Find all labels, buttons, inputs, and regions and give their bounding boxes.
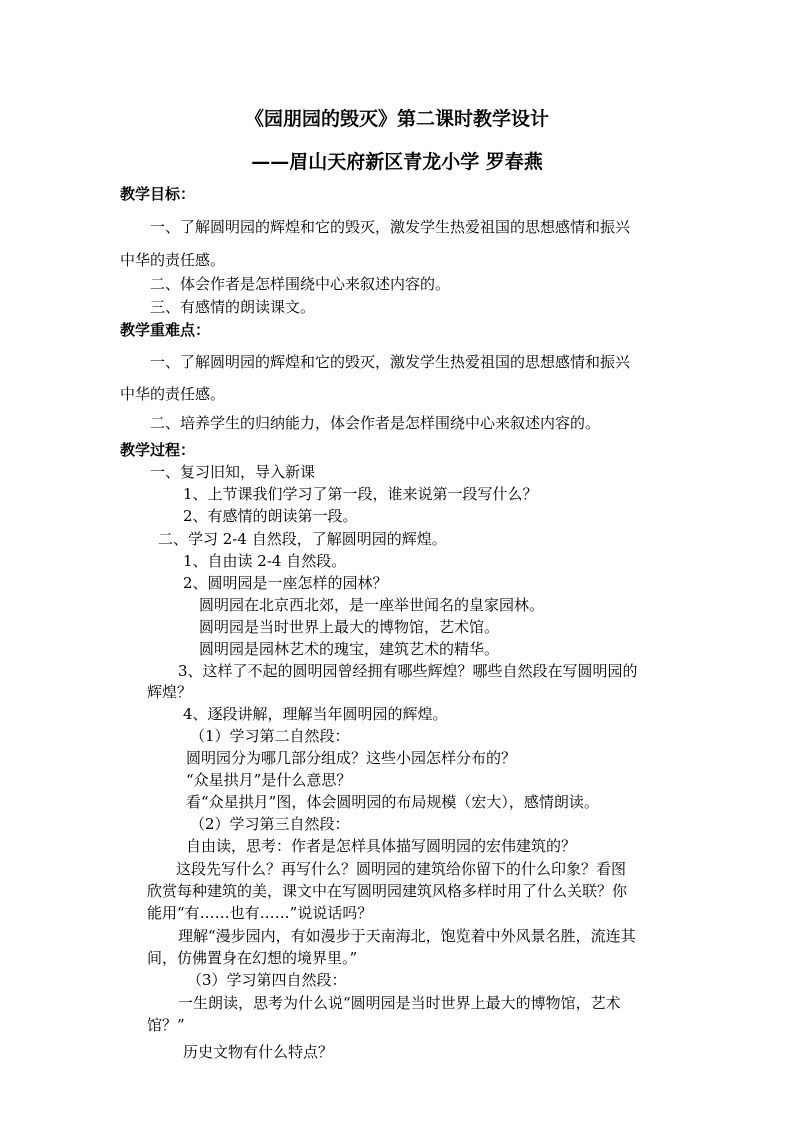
document-subtitle: ——眉山天府新区青龙小学 罗春燕 bbox=[251, 151, 543, 173]
document-title: 《园朋园的毁灭》第二课时教学设计 bbox=[244, 108, 549, 130]
text-line: 一生朗读，思考为什么说“圆明园是当时世界上最大的博物馆，艺术 bbox=[178, 994, 621, 1012]
section-heading-process: 教学过程： bbox=[120, 441, 196, 459]
text-line: 历史文物有什么特点？ bbox=[183, 1043, 334, 1061]
text-line: 一、复习旧知，导入新课 bbox=[150, 463, 316, 481]
text-line: 中华的责任感。 bbox=[120, 251, 226, 269]
text-line: 二、体会作者是怎样围绕中心来叙述内容的。 bbox=[150, 275, 451, 293]
text-line: 2、圆明园是一座怎样的园林？ bbox=[183, 574, 388, 592]
text-line: “众星拱月”是什么意思？ bbox=[186, 771, 352, 789]
text-line: 中华的责任感。 bbox=[120, 385, 226, 403]
text-line: （2）学习第三自然段： bbox=[190, 815, 350, 833]
text-line: 1、上节课我们学习了第一段，谁来说第一段写什么？ bbox=[183, 485, 538, 503]
text-line: （3）学习第四自然段： bbox=[187, 971, 347, 989]
text-line: 二、学习 2-4 自然段，了解圆明园的辉煌。 bbox=[158, 530, 447, 548]
text-line: 2、有感情的朗读第一段。 bbox=[183, 507, 358, 525]
text-line: 这段先写什么？再写什么？圆明园的建筑给你留下的什么印象？看图 bbox=[176, 860, 627, 878]
text-line: 圆明园是园林艺术的瑰宝，建筑艺术的精华。 bbox=[199, 640, 500, 658]
text-line: 能用“有……也有……”说说话吗？ bbox=[147, 904, 373, 922]
text-line: 圆明园在北京西北郊，是一座举世闻名的皇家园林。 bbox=[199, 596, 545, 614]
text-line: 欣赏每种建筑的美，课文中在写圆明园建筑风格多样时用了什么关联？你 bbox=[147, 882, 628, 900]
text-line: 3、这样了不起的圆明园曾经拥有哪些辉煌？哪些自然段在写圆明园的 bbox=[178, 662, 638, 680]
text-line: 看“众星拱月”图，体会圆明园的布局规模（宏大），感情朗读。 bbox=[186, 793, 599, 811]
text-line: 圆明园分为哪几部分组成？这些小园怎样分布的？ bbox=[186, 749, 517, 767]
text-line: 理解“漫步园内，有如漫步于天南海北，饱览着中外风景名胜，流连其 bbox=[178, 927, 636, 945]
text-line: 辉煌？ bbox=[147, 683, 193, 701]
text-line: 1、自由读 2-4 自然段。 bbox=[183, 552, 347, 570]
text-line: 自由读，思考：作者是怎样具体描写圆明园的宏伟建筑的？ bbox=[186, 837, 577, 855]
section-heading-key-points: 教学重难点： bbox=[120, 321, 211, 339]
text-line: （1）学习第二自然段： bbox=[190, 727, 350, 745]
text-line: 间，仿佛置身在幻想的境界里。” bbox=[147, 949, 358, 967]
text-line: 4、逐段讲解，理解当年圆明园的辉煌。 bbox=[183, 705, 448, 723]
text-line: 馆？” bbox=[147, 1016, 185, 1034]
text-line: 三、有感情的朗读课文。 bbox=[150, 298, 316, 316]
text-line: 一、了解圆明园的辉煌和它的毁灭，激发学生热爱祖国的思想感情和振兴 bbox=[150, 353, 631, 371]
text-line: 二、培养学生的归纳能力，体会作者是怎样围绕中心来叙述内容的。 bbox=[150, 414, 601, 432]
text-line: 一、了解圆明园的辉煌和它的毁灭，激发学生热爱祖国的思想感情和振兴 bbox=[150, 218, 631, 236]
section-heading-objectives: 教学目标： bbox=[120, 185, 196, 203]
text-line: 圆明园是当时世界上最大的博物馆，艺术馆。 bbox=[199, 618, 500, 636]
